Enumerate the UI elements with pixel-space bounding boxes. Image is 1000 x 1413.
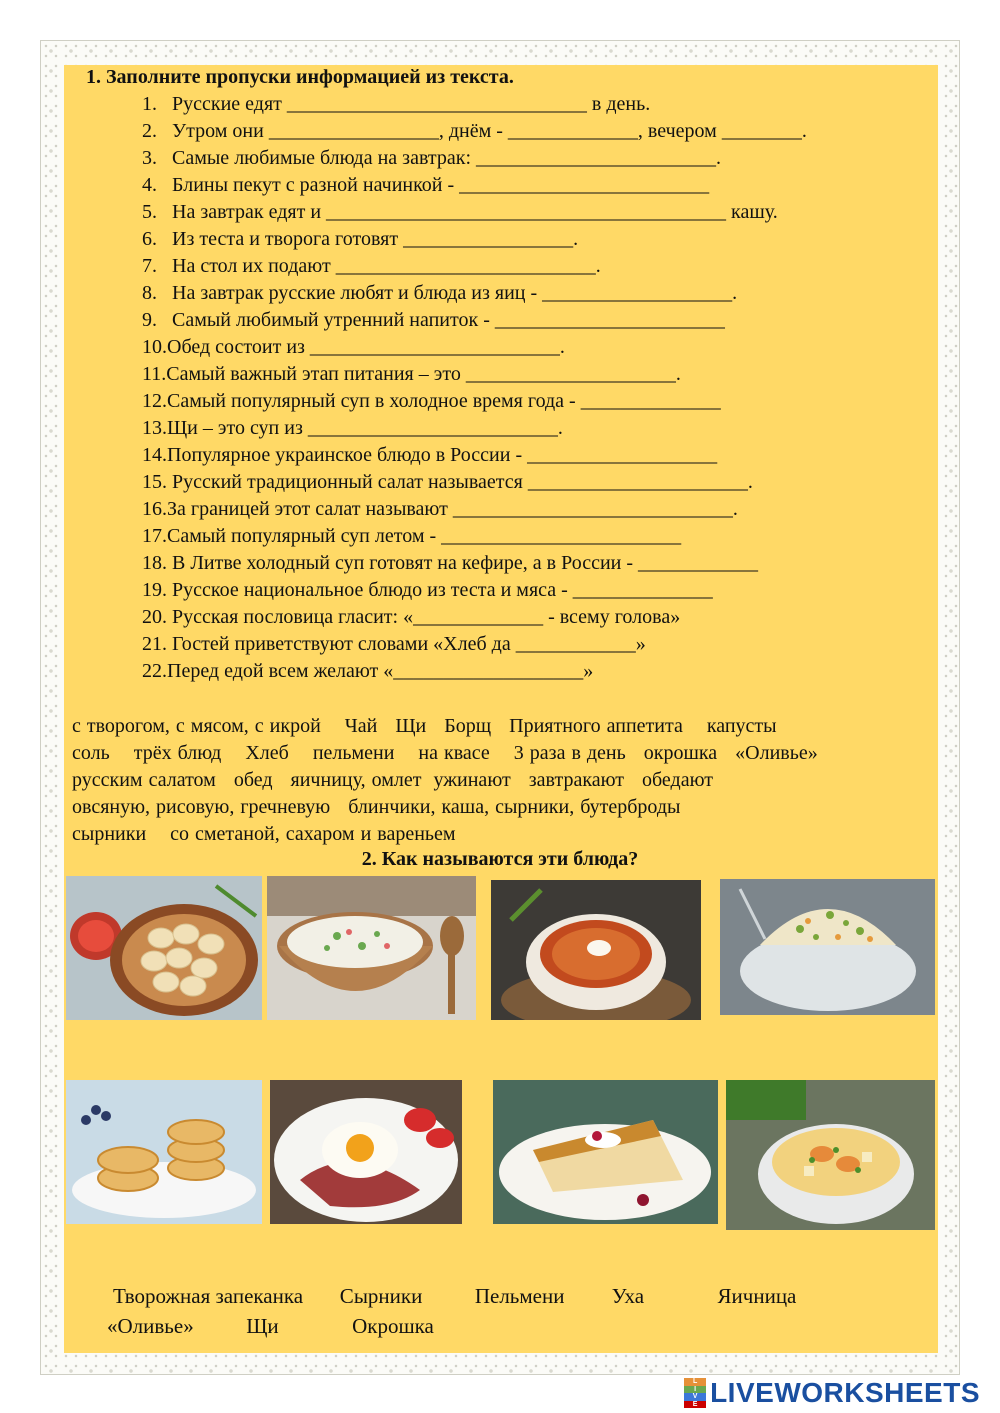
question-item <box>142 523 807 550</box>
question-text: Самые любимые блюда на завтрак: ________________________. <box>172 147 722 169</box>
question-number: 1. <box>142 93 157 115</box>
question-item <box>142 334 807 361</box>
photo-syrniki <box>66 1080 262 1224</box>
question-number: 22. <box>142 660 167 682</box>
word-bank-line: с творогом, с мясом, с икрой Чай Щи Борщ Приятного аппетита капусты <box>72 715 777 737</box>
question-text: Самый важный этап питания – это _____________________. <box>166 363 681 385</box>
question-item <box>142 91 807 118</box>
question-number: 5. <box>142 201 157 223</box>
question-text: Популярное украинское блюдо в России - ___________________ <box>167 444 718 466</box>
question-text: На стол их подают __________________________. <box>172 255 601 277</box>
question-item <box>142 415 807 442</box>
question-number: 19. <box>142 579 167 601</box>
word-bank-line: русским салатом обед яичницу, омлет ужинают завтракают обедают <box>72 769 714 791</box>
question-item <box>142 307 807 334</box>
question-item <box>142 604 807 631</box>
question-item <box>142 145 807 172</box>
question-item <box>142 631 807 658</box>
question-number: 3. <box>142 147 157 169</box>
logo-badge-letter: I <box>684 1386 706 1394</box>
question-text: Самый популярный суп в холодное время года - ______________ <box>167 390 721 412</box>
question-text: Гостей приветствуют словами «Хлеб да ____________» <box>167 633 646 655</box>
photo-shchi <box>491 880 701 1020</box>
question-text: Обед состоит из _________________________. <box>167 336 565 358</box>
question-item <box>142 442 807 469</box>
question-text: Блины пекут с разной начинкой - _________________________ <box>172 174 710 196</box>
question-number: 8. <box>142 282 157 304</box>
question-item <box>142 118 807 145</box>
section2-title: 2. Как называются эти блюда? <box>361 848 639 870</box>
question-item <box>142 172 807 199</box>
word-bank <box>72 713 818 848</box>
photo-fried-egg <box>270 1080 462 1224</box>
question-number: 12. <box>142 390 167 412</box>
answer-options-line2: «Оливье» Щи Окрошка <box>107 1314 434 1338</box>
word-bank-line: сырники со сметаной, сахаром и вареньем <box>72 823 456 845</box>
word-bank-line: соль трёх блюд Хлеб пельмени на квасе 3 раза в день окрошка «Оливье» <box>72 742 818 764</box>
question-number: 18. <box>142 552 167 574</box>
question-number: 17. <box>142 525 167 547</box>
question-text: Самый популярный суп летом - ________________________ <box>167 525 682 547</box>
question-text: Самый любимый утренний напиток - _______________________ <box>172 309 725 331</box>
question-text: На завтрак русские любят и блюда из яиц - ___________________. <box>172 282 738 304</box>
question-text: Русский традиционный салат называется ______________________. <box>167 471 753 493</box>
photo-ukha <box>726 1080 935 1230</box>
question-item <box>142 226 807 253</box>
photo-casserole <box>493 1080 718 1224</box>
question-number: 7. <box>142 255 157 277</box>
question-item <box>142 496 807 523</box>
question-text: За границей этот салат называют ____________________________. <box>167 498 738 520</box>
question-item <box>142 469 807 496</box>
question-number: 16. <box>142 498 167 520</box>
photo-dumplings <box>66 876 262 1020</box>
question-item <box>142 550 807 577</box>
question-number: 20. <box>142 606 167 628</box>
logo-text: LIVEWORKSHEETS <box>710 1377 980 1408</box>
question-number: 4. <box>142 174 157 196</box>
photo-olivier <box>720 879 935 1015</box>
logo-badge-icon <box>684 1378 706 1408</box>
question-number: 10. <box>142 336 167 358</box>
question-number: 21. <box>142 633 167 655</box>
question-text: Щи – это суп из _________________________. <box>167 417 563 439</box>
answer-options-line1: Творожная запеканка Сырники Пельмени Уха Яичница <box>113 1284 797 1308</box>
question-text: Из теста и творога готовят _________________. <box>172 228 579 250</box>
question-item <box>142 361 807 388</box>
photo-okroshka <box>267 876 476 1020</box>
question-number: 2. <box>142 120 157 142</box>
liveworksheets-logo <box>684 1376 980 1410</box>
word-bank-line: овсяную, рисовую, гречневую блинчики, каша, сырники, бутерброды <box>72 796 681 818</box>
question-item <box>142 280 807 307</box>
question-text: Русская пословица гласит: «_____________ - всему голова» <box>167 606 681 628</box>
logo-badge-letter: V <box>684 1393 706 1401</box>
question-item <box>142 199 807 226</box>
question-text: В Литве холодный суп готовят на кефире, а в России - ____________ <box>167 552 759 574</box>
question-text: Перед едой всем желают «___________________» <box>167 660 594 682</box>
question-text: Русское национальное блюдо из теста и мяса - ______________ <box>167 579 713 601</box>
question-item <box>142 253 807 280</box>
logo-badge-letter: E <box>684 1401 706 1409</box>
question-list <box>142 91 807 685</box>
logo-badge-letter: L <box>684 1378 706 1386</box>
section1-title: 1. Заполните пропуски информацией из текста. <box>86 66 514 88</box>
question-number: 14. <box>142 444 167 466</box>
question-number: 6. <box>142 228 157 250</box>
question-number: 9. <box>142 309 157 331</box>
question-text: Русские едят ______________________________ в день. <box>172 93 651 115</box>
question-item <box>142 658 807 685</box>
question-number: 11. <box>142 363 167 385</box>
question-text: На завтрак едят и ________________________________________ кашу. <box>172 201 778 223</box>
question-item <box>142 388 807 415</box>
question-text: Утром они _________________, днём - _____________, вечером ________. <box>172 120 807 142</box>
question-number: 13. <box>142 417 167 439</box>
question-number: 15. <box>142 471 167 493</box>
question-item <box>142 577 807 604</box>
